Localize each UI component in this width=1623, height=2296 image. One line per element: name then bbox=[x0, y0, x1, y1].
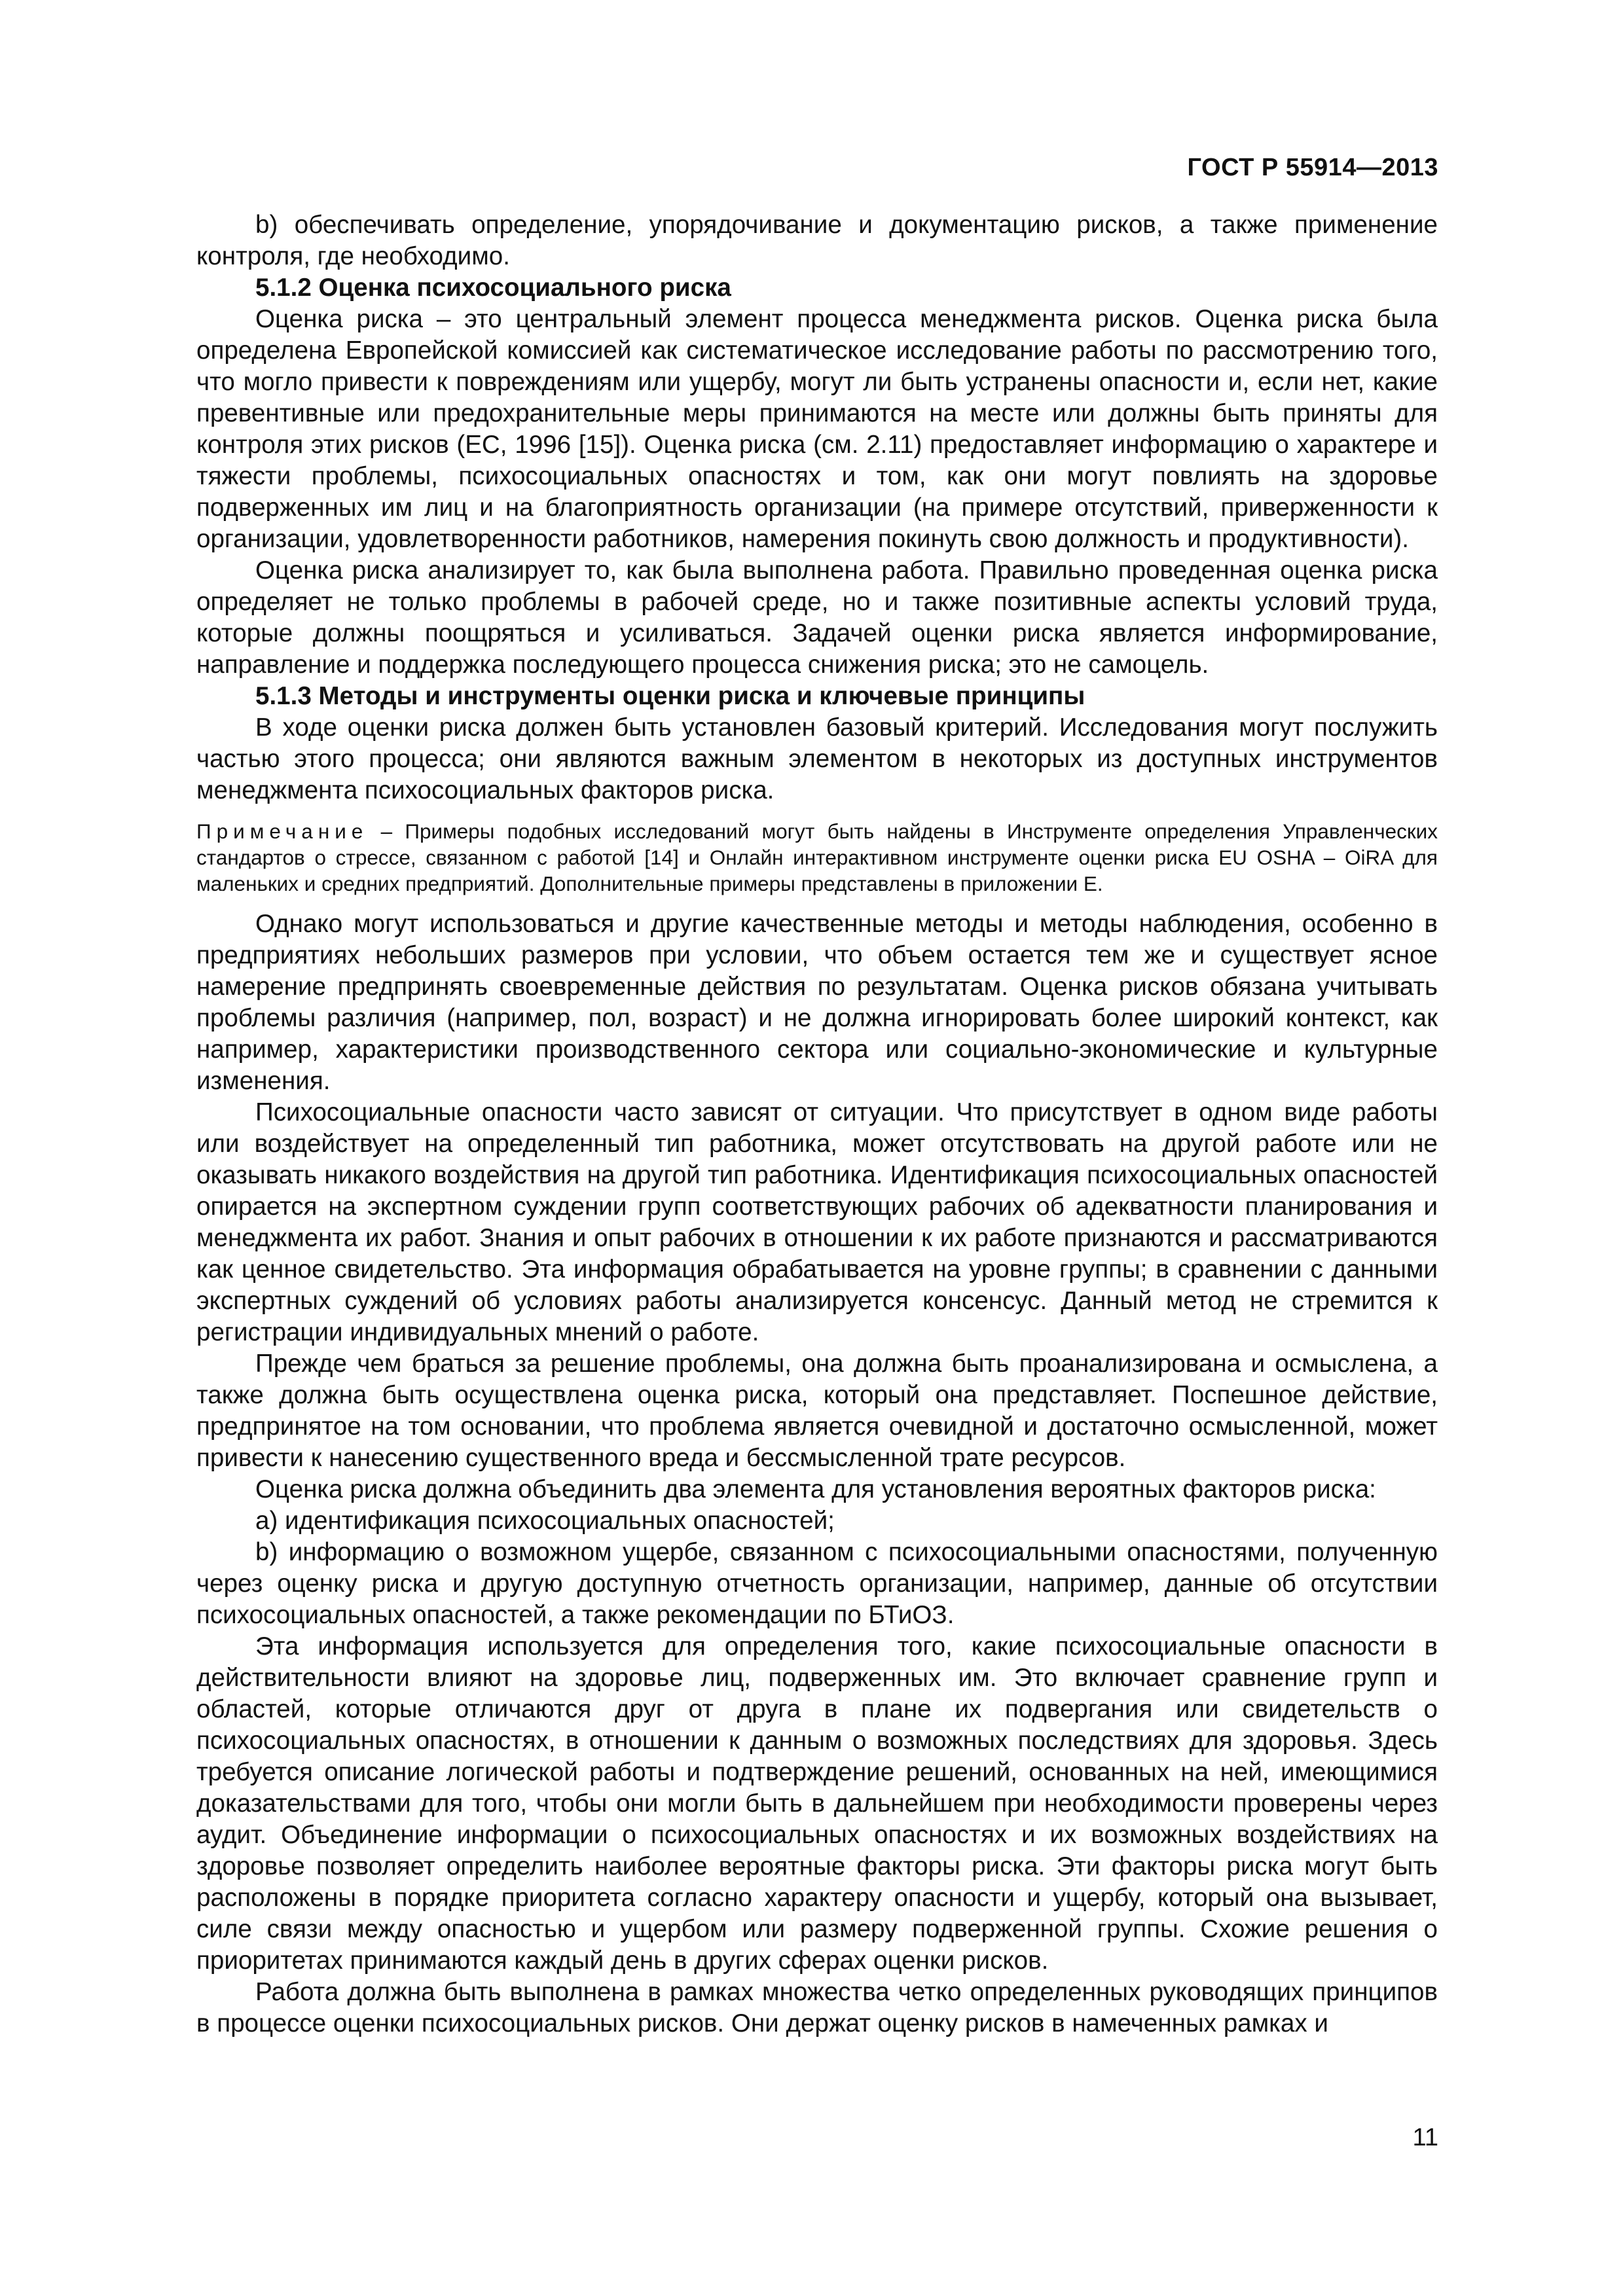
section-heading-5-1-2: 5.1.2 Оценка психосоциального риска bbox=[255, 274, 731, 302]
note-label: Примечание bbox=[196, 819, 369, 843]
document-body bbox=[196, 209, 1438, 2039]
list-item-b: b) информацию о возможном ущербе, связанном с психосоциальными опасностями, полученную через оценку риска и другую доступную отчетность организации, например, данные об отсутствии психосоциальных опасностей, а также рекомендации по БТиОЗ. bbox=[196, 1538, 1438, 1629]
paragraph: Оценка риска – это центральный элемент процесса менеджмента рисков. Оценка риска была определена Европейской комиссией как систематическое исследование работы по рассмотрению того, что могло привести к повреждениям или ущербу, могут ли быть устранены опасности и, если нет, какие превентивные или предохранительные меры принимаются на месте или должны быть приняты для контроля этих рисков (ЕС, 1996 [15]). Оценка риска (см. 2.11) предоставляет информацию о характере и тяжести проблемы, психосоциальных опасностях и том, как они могут повлиять на здоровье подверженных им лиц и на благоприятность организации (на примере отсутствий, приверженности к организации, удовлетворенности работников, намерения покинуть свою должность и продуктивности). bbox=[196, 305, 1438, 553]
paragraph: Прежде чем браться за решение проблемы, она должна быть проанализирована и осмыслена, а также должна быть осуществлена оценка риска, который она представляет. Поспешное действие, предпринятое на том основании, что проблема является очевидной и достаточно осмысленной, может привести к нанесению существенного вреда и бессмысленной трате ресурсов. bbox=[196, 1350, 1438, 1472]
page-number: 11 bbox=[1412, 2124, 1438, 2151]
paragraph: В ходе оценки риска должен быть установлен базовый критерий. Исследования могут послужить частью этого процесса; они являются важным элементом в некоторых из доступных инструментов менеджмента психосоциальных факторов риска. bbox=[196, 713, 1438, 804]
paragraph: Оценка риска анализирует то, как была выполнена работа. Правильно проведенная оценка риска определяет не только проблемы в рабочей среде, но и также позитивные аспекты условий труда, которые должны поощряться и усиливаться. Задачей оценки риска является информирование, направление и поддержка последующего процесса снижения риска; это не самоцель. bbox=[196, 556, 1438, 679]
paragraph-b-intro: b) обеспечивать определение, упорядочивание и документацию рисков, а также применение контроля, где необходимо. bbox=[196, 211, 1438, 270]
paragraph: Работа должна быть выполнена в рамках множества четко определенных руководящих принципов в процессе оценки психосоциальных рисков. Они держат оценку рисков в намеченных рамках и bbox=[196, 1978, 1438, 2037]
note-block bbox=[196, 818, 1438, 897]
standard-header: ГОСТ Р 55914—2013 bbox=[1187, 154, 1438, 181]
note-paragraph bbox=[196, 818, 1438, 897]
paragraph: Эта информация используется для определения того, какие психосоциальные опасности в действительности влияют на здоровье лиц, подверженных им. Это включает сравнение групп и областей, которые отличаются друг от друга в плане их подвергания или свидетельств о психосоциальных опасностях, в отношении к данным о возможных последствиях для здоровья. Здесь требуется описание логической работы и подтверждение решений, основанных на ней, имеющимися доказательствами для того, чтобы они могли быть в дальнейшем при необходимости проверены через аудит. Объединение информации о психосоциальных опасностях и их возможных воздействиях на здоровье позволяет определить наиболее вероятные факторы риска. Эти факторы риска могут быть расположены в порядке приоритета согласно характеру опасности и ущербу, который она вызывает, силе связи между опасностью и ущербом или размеру подверженной группы. Схожие решения о приоритетах принимаются каждый день в других сферах оценки рисков. bbox=[196, 1632, 1438, 1975]
section-heading-5-1-3: 5.1.3 Методы и инструменты оценки риска и ключевые принципы bbox=[255, 682, 1085, 710]
paragraph: Однако могут использоваться и другие качественные методы и методы наблюдения, особенно в предприятиях небольших размеров при условии, что объем остается тем же и существует ясное намерение предпринять своевременные действия по результатам. Оценка рисков обязана учитывать проблемы различия (например, пол, возраст) и не должна игнорировать более широкий контекст, как например, характеристики производственного сектора или социально-экономические и культурные изменения. bbox=[196, 910, 1438, 1095]
list-item-a: а) идентификация психосоциальных опасностей; bbox=[255, 1507, 835, 1535]
paragraph: Оценка риска должна объединить два элемента для установления вероятных факторов риска: bbox=[255, 1475, 1376, 1503]
paragraph: Психосоциальные опасности часто зависят от ситуации. Что присутствует в одном виде работы или воздействует на определенный тип работника, может отсутствовать на другой работе или не оказывать никакого воздействия на другой тип работника. Идентификация психосоциальных опасностей опирается на экспертном суждении групп соответствующих рабочих об адекватности планирования и менеджмента их работ. Знания и опыт рабочих в отношении к их работе признаются и рассматриваются как ценное свидетельство. Эта информация обрабатывается на уровне группы; в сравнении с данными экспертных суждений об условиях работы анализируется консенсус. Данный метод не стремится к регистрации индивидуальных мнений о работе. bbox=[196, 1098, 1438, 1346]
note-text: – Примеры подобных исследований могут быть найдены в Инструменте определения Управленческих стандартов о стрессе, связанном с работой [14] и Онлайн интерактивном инструменте оценки риска EU OSHA – OiRA для маленьких и средних предприятий. Дополнительные примеры представлены в приложении Е. bbox=[196, 819, 1438, 895]
